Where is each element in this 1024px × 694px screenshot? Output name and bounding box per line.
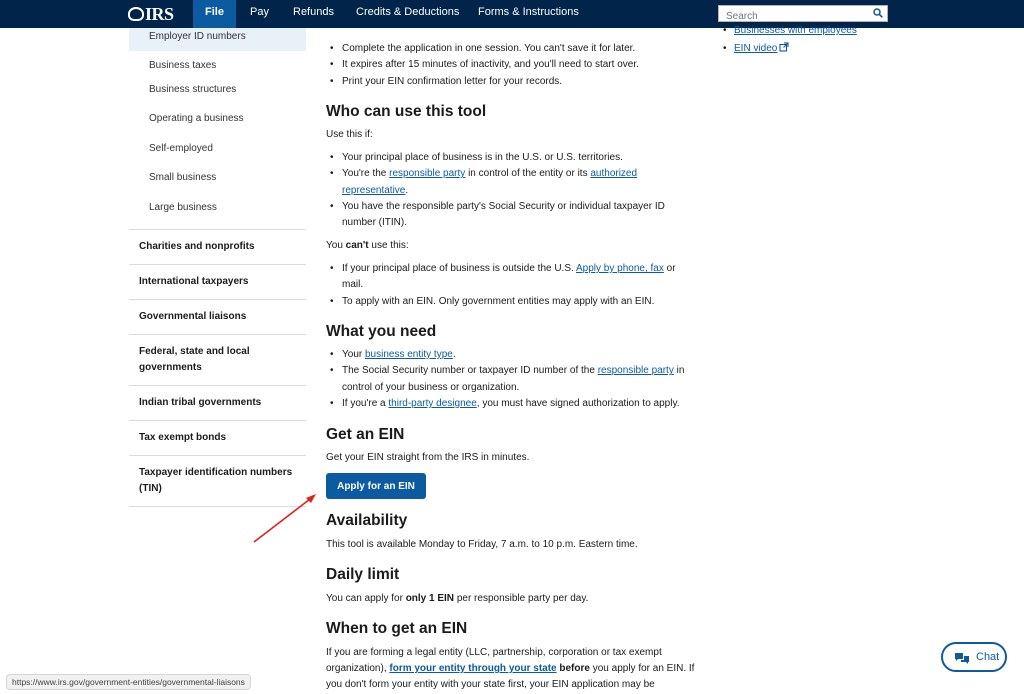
list-item: • To apply with an EIN. Only government entities may apply with an EIN. — [342, 294, 692, 310]
authorized-representative-link[interactable]: authorized representative — [342, 168, 638, 196]
availability-text: This tool is available Monday to Friday, 7 a.m. to 10 p.m. Eastern time. — [326, 539, 638, 550]
sidebar-nav — [129, 28, 306, 507]
sidebar-item-international[interactable]: International taxpayers — [129, 264, 306, 299]
who-can-use-list — [342, 150, 692, 231]
sidebar-item-charities[interactable]: Charities and nonprofits — [129, 229, 306, 264]
list-item — [734, 40, 857, 58]
list-item: • Your business entity type. — [342, 347, 692, 363]
list-item: • If you're a third-party designee, you must have signed authorization to apply. — [342, 396, 692, 412]
apply-by-phone-fax-link[interactable]: Apply by phone, fax — [576, 263, 664, 274]
what-you-need-list — [342, 347, 692, 412]
list-item: • It expires after 15 minutes of inactivity, and you'll need to start over. — [342, 57, 692, 73]
sidebar-item-governmental-liaisons[interactable]: Governmental liaisons — [129, 299, 306, 334]
chat-bubbles-icon — [954, 652, 970, 665]
irs-eagle-icon — [128, 7, 144, 21]
who-can-use-heading: Who can use this tool — [326, 103, 487, 120]
top-navigation-bar — [0, 0, 1024, 28]
list-item: • Your principal place of business is in the U.S. or U.S. territories. — [342, 150, 692, 166]
sidebar-item-small-business[interactable]: Small business — [149, 172, 217, 184]
sidebar-item-large-business[interactable]: Large business — [149, 201, 217, 213]
when-to-get-heading: When to get an EIN — [326, 620, 468, 637]
use-if-text: Use this if: — [326, 129, 373, 140]
business-entity-type-link[interactable]: business entity type — [364, 349, 453, 360]
search-box — [718, 5, 888, 22]
form-entity-through-state-link[interactable]: form your entity through your state — [389, 663, 557, 674]
responsible-party-link[interactable]: responsible party — [597, 365, 674, 377]
chat-button[interactable] — [941, 642, 1007, 672]
ein-video-link[interactable]: EIN video — [734, 43, 778, 54]
nav-item-file[interactable]: File — [193, 0, 236, 28]
sidebar-item-business-structures[interactable]: Business structures — [149, 83, 237, 95]
nav-item-pay[interactable]: Pay — [250, 6, 269, 18]
list-item: • You're the responsible party in control of the entity or its authorized representative. — [342, 166, 692, 199]
apply-for-ein-button[interactable]: Apply for an EIN — [326, 473, 426, 499]
nav-item-refunds[interactable]: Refunds — [293, 6, 334, 18]
daily-limit-heading: Daily limit — [326, 566, 400, 583]
related-links-list — [734, 22, 857, 58]
get-an-ein-heading: Get an EIN — [326, 426, 405, 443]
sidebar-item-federal-state-local[interactable]: Federal, state and local governments — [129, 334, 306, 385]
sidebar-item-business-taxes[interactable]: Business taxes — [149, 60, 217, 71]
chat-label: Chat — [976, 651, 1000, 663]
nav-item-forms-instructions[interactable]: Forms & Instructions — [478, 6, 579, 18]
sidebar-item-self-employed[interactable]: Self-employed — [149, 142, 213, 154]
cant-use-list — [342, 261, 692, 310]
search-icon[interactable] — [873, 8, 883, 18]
sidebar-item-tin[interactable]: Taxpayer identification numbers (TIN) — [129, 455, 306, 507]
list-item: • If your principal place of business is outside the U.S. Apply by phone, fax or mail. — [342, 261, 692, 294]
list-item: • The Social Security number or taxpayer ID number of the responsible party in control of your business or organization. — [342, 363, 692, 396]
list-item: • You have the responsible party's Social Security or individual taxpayer ID number (ITIN). — [342, 199, 692, 232]
how-it-works-list — [342, 41, 692, 90]
nav-item-credits-deductions[interactable]: Credits & Deductions — [356, 6, 460, 18]
businesses-with-employees-link[interactable]: Businesses with employees — [734, 25, 857, 36]
sidebar-item-indian-tribal[interactable]: Indian tribal governments — [129, 385, 306, 420]
browser-status-url: https://www.irs.gov/government-entities/governmental-liaisons — [6, 674, 251, 690]
third-party-designee-link[interactable]: third-party designee — [388, 397, 477, 409]
sidebar-item-employer-id-numbers[interactable]: Employer ID numbers — [129, 28, 306, 51]
sidebar-item-tax-exempt-bonds[interactable]: Tax exempt bonds — [129, 420, 306, 455]
annotation-arrow-icon — [250, 490, 320, 546]
what-you-need-heading: What you need — [326, 323, 437, 340]
cant-use-text: You can't use this: — [326, 240, 409, 251]
when-to-get-text: If you are forming a legal entity (LLC, partnership, corporation or tax exempt organization), form your entity through your state before you apply for an EIN. If you don't form your entity with your state first, your EIN application may be — [326, 647, 695, 690]
irs-logo[interactable] — [128, 4, 174, 25]
list-item: • Complete the application in one session. You can't save it for later. — [342, 41, 692, 57]
responsible-party-link[interactable]: responsible party — [389, 168, 466, 180]
availability-heading: Availability — [326, 512, 408, 529]
logo-text: IRS — [145, 4, 174, 24]
sidebar-item-operating-a-business[interactable]: Operating a business — [149, 113, 244, 125]
daily-limit-text: You can apply for only 1 EIN per responsible party per day. — [326, 593, 589, 604]
list-item — [734, 22, 857, 40]
get-an-ein-text: Get your EIN straight from the IRS in minutes. — [326, 452, 530, 463]
external-link-icon — [779, 42, 789, 52]
list-item: • Print your EIN confirmation letter for your records. — [342, 74, 692, 90]
